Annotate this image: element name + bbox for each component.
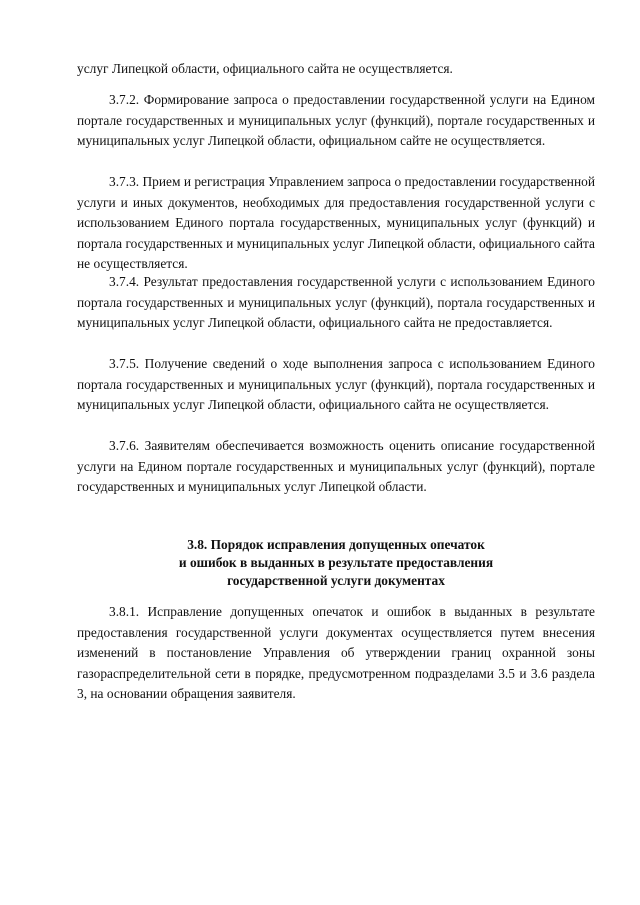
heading-line-3: государственной услуги документах (227, 573, 445, 589)
section-3-8-1 (77, 602, 595, 705)
paragraph-3-8-1: 3.8.1. Исправление допущенных опечаток и ошибок в выданных в результате предоставления государственной услуги документах осуществляется путем внесения изменений в постановление Управления об утверждении границ охранной зоны газораспределительной сети в порядке, предусмотренном подразделами 3.5 и 3.6 раздела 3, на основании обращения заявителя. (77, 604, 595, 702)
heading-line-1: 3.8. Порядок исправления допущенных опечаток (187, 537, 485, 552)
heading-line-2: и ошибок в выданных в результате предоставления (178, 555, 494, 571)
section-3-7-2 (77, 90, 595, 152)
section-3-7-4 (77, 272, 595, 334)
section-3-7-5 (77, 354, 595, 416)
paragraph-continuation: услуг Липецкой области, официального сайта не осуществляется. (77, 61, 453, 76)
paragraph-3-7-5: 3.7.5. Получение сведений о ходе выполнения запроса с использованием Единого портала государственных и муниципальных услуг (функций), портала государственных и муниципальных услуг Липецкой области, официального сайта не осуществляется. (77, 356, 595, 413)
paragraph-3-7-2: 3.7.2. Формирование запроса о предоставлении государственной услуги на Едином портале государственных и муниципальных услуг (функций), портале государственных и муниципальных услуг Липецкой области, официальном сайте не осуществляется. (77, 92, 595, 149)
paragraph-3-7-3: 3.7.3. Прием и регистрация Управлением запроса о предоставлении государственной услуги и иных документов, необходимых для предоставления государственной услуги с использованием Единого портала государственных, муниципальных услуг (функций) и портала государственных и муниципальных услуг Липецкой области, официального сайта не осуществляется. (77, 174, 595, 272)
section-heading-3-8 (77, 536, 595, 591)
section-3-7-3 (77, 172, 595, 275)
section-3-7-6 (77, 436, 595, 498)
paragraph-3-7-4: 3.7.4. Результат предоставления государственной услуги с использованием Единого портала государственных и муниципальных услуг (функций), портала государственных и муниципальных услуг Липецкой области, официального сайта не предоставляется. (77, 274, 595, 331)
paragraph-3-7-6: 3.7.6. Заявителям обеспечивается возможность оценить описание государственной услуги на Едином портале государственных и муниципальных услуг (функций), портале государственных и муниципальных услуг Липецкой области. (77, 438, 595, 495)
text-continuation-block (77, 59, 595, 80)
